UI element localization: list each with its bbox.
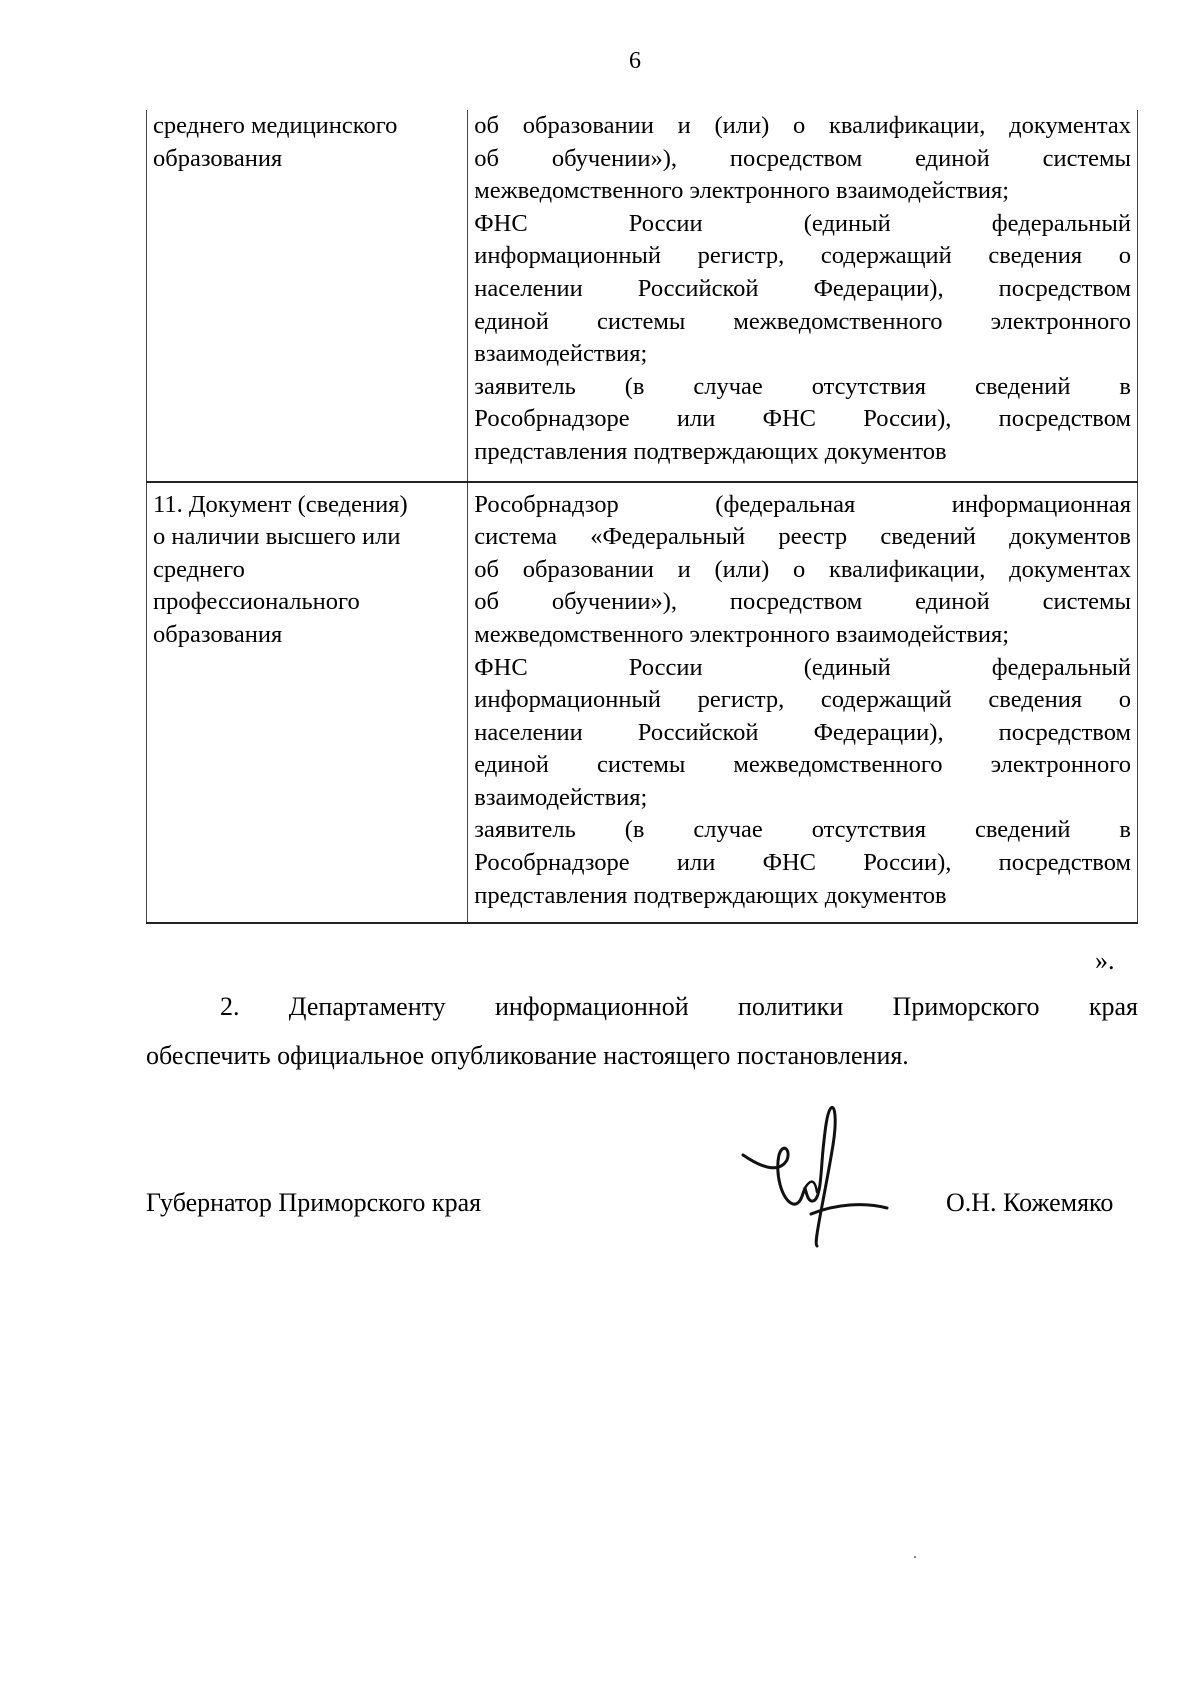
cell-line: межведомственного электронного взаимодействия; xyxy=(474,620,1010,648)
document-source-cell xyxy=(468,110,1138,482)
cell-line: заявитель (в случае отсутствия сведений в xyxy=(474,816,1131,844)
cell-line: образования xyxy=(153,620,283,648)
cell-line: об образовании и (или) о квалификации, документах xyxy=(474,112,1131,139)
document-name-cell xyxy=(147,482,468,924)
cell-line: информационный регистр, содержащий сведения о xyxy=(474,242,1131,270)
cell-line: населении Российской Федерации), посредством xyxy=(474,274,1131,302)
cell-line: взаимодействия; xyxy=(474,783,648,811)
table-row xyxy=(147,110,1138,482)
cell-line: среднего медицинского xyxy=(153,112,398,139)
cell-line: Рособрнадзор (федеральная информационная xyxy=(474,490,1131,518)
closing-quote: ». xyxy=(1095,946,1115,975)
paragraph-line: обеспечить официальное опубликование настоящего постановления. xyxy=(146,1041,909,1070)
cell-line: ФНС России (единый федеральный xyxy=(474,653,1131,681)
document-source-cell xyxy=(468,482,1138,924)
cell-line: 11. Документ (сведения) xyxy=(153,490,408,518)
cell-line: об образовании и (или) о квалификации, документах xyxy=(474,555,1131,583)
paragraph-line: 2. Департаменту информационной политики Приморского края xyxy=(220,992,1138,1021)
cell-line: взаимодействия; xyxy=(474,340,648,368)
scan-speck xyxy=(914,1556,916,1558)
cell-line: об обучении»), посредством единой системы xyxy=(474,588,1131,616)
page-number: 6 xyxy=(629,48,641,74)
table-row xyxy=(147,482,1138,924)
cell-line: профессионального xyxy=(153,588,360,616)
cell-line: населении Российской Федерации), посредством xyxy=(474,718,1131,746)
cell-line: Рособрнадзоре или ФНС России), посредством xyxy=(474,849,1131,877)
cell-line: Рособрнадзоре или ФНС России), посредством xyxy=(474,405,1131,433)
cell-line: среднего xyxy=(153,555,245,583)
cell-line: ФНС России (единый федеральный xyxy=(474,209,1131,237)
cell-line: система «Федеральный реестр сведений документов xyxy=(474,523,1131,551)
signatory-title: Губернатор Приморского края xyxy=(146,1188,482,1217)
cell-line: о наличии высшего или xyxy=(153,523,401,551)
cell-line: заявитель (в случае отсутствия сведений в xyxy=(474,372,1131,400)
cell-line: информационный регистр, содержащий сведения о xyxy=(474,686,1131,714)
cell-line: об обучении»), посредством единой системы xyxy=(474,144,1131,172)
cell-line: представления подтверждающих документов xyxy=(474,437,947,465)
signatory-name: О.Н. Кожемяко xyxy=(946,1188,1114,1217)
document-name-cell xyxy=(147,110,468,482)
cell-line: представления подтверждающих документов xyxy=(474,881,947,909)
cell-line: межведомственного электронного взаимодействия; xyxy=(474,177,1010,205)
cell-line: единой системы межведомственного электронного xyxy=(474,307,1131,335)
cell-line: единой системы межведомственного электронного xyxy=(474,751,1131,779)
handwritten-signature-icon xyxy=(735,1100,895,1250)
cell-line: образования xyxy=(153,144,283,172)
documents-table xyxy=(146,110,1138,924)
